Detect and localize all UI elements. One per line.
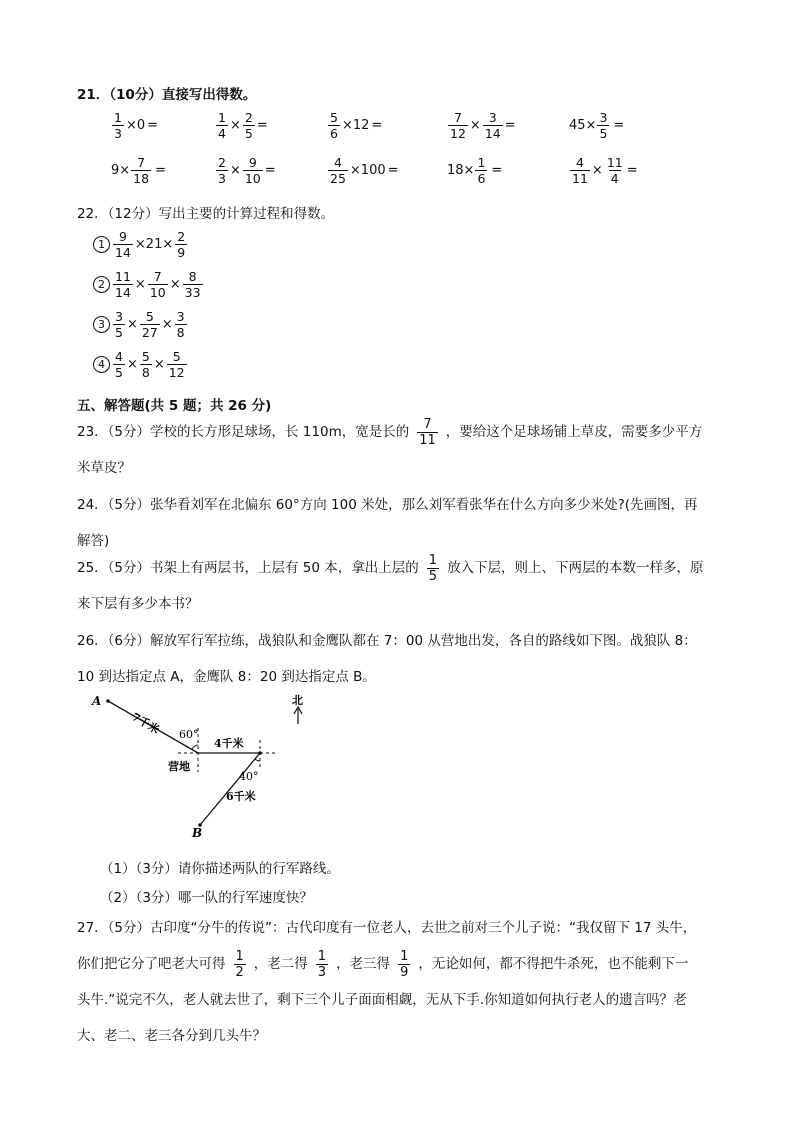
q21-expression: $\frac{4}{25}$ ×100 = (330, 155, 399, 186)
q26-text: 26．（6分）解放军行军拉练，战狼队和金鹰队都在 7：00 从营地出发，各自的路线如下图。战狼队 8： 10 到达指定点 A，金鹰队 8：20 到达指定点 B。 (77, 633, 697, 685)
q25-fraction: $\frac{1}{5}$ (428, 552, 438, 584)
q21-expression: $\frac{7}{12}$ × $\frac{3}{14}$ = (450, 110, 516, 141)
q21-expression: 18× $\frac{1}{6}$ = (447, 155, 503, 186)
q23-text: 23．（5分）学校的长方形足球场，长 110m，宽是长的 $\frac{7}{11}$ ，要给这个足球场铺上草皮，需要多少平方 米草皮？ (77, 416, 703, 476)
route-to-b-line (200, 753, 260, 825)
q21-expression: $\frac{1}{3}$ ×0 = (114, 110, 159, 141)
label-b: B (192, 826, 203, 840)
label-seg2: 4千米 (214, 737, 244, 750)
label-angle-40: 40° (239, 770, 259, 783)
q22-item: 1 $\frac{9}{14}$ ×21× $\frac{2}{9}$ (93, 229, 188, 260)
q21-expression: $\frac{1}{4}$ × $\frac{2}{5}$ = (218, 110, 268, 141)
label-camp: 营地 (168, 760, 190, 773)
q22-heading: 22．（12分）写出主要的计算过程和得数。 (77, 206, 335, 222)
q21-expression: $\frac{4}{11}$ × $\frac{11}{4}$ = (572, 155, 638, 186)
label-a: A (92, 694, 102, 708)
q26-sub2: （2）（3分）哪一队的行军速度快？ (100, 890, 313, 906)
q21-expression: $\frac{2}{3}$ × $\frac{9}{10}$ = (218, 155, 276, 186)
angle-60-arc (192, 745, 198, 749)
label-angle-60: 60° (179, 728, 199, 741)
q21-heading: 21．（10分）直接写出得数。 (77, 87, 257, 103)
q23-fraction: $\frac{7}{11}$ (419, 416, 436, 448)
q22-item: 4 $\frac{4}{5}$ × $\frac{5}{8}$ × $\frac{5}{12}$ (93, 349, 188, 380)
q22-item: 2 $\frac{11}{14}$ × $\frac{7}{10}$ × $\frac{8}{33}$ (93, 269, 204, 300)
q22-item: 3 $\frac{3}{5}$ × $\frac{5}{27}$ × $\frac{3}{8}$ (93, 309, 188, 340)
route-diagram (80, 688, 310, 843)
section-five-title: 五、解答题(共 5 题；共 26 分) (77, 398, 272, 414)
q27-text: 27．（5分）古印度“分牛的传说”：古代印度有一位老人，去世之前对三个儿子说：“我仅留下 17 头牛， 你们把它分了吧老大可得 $\frac{1}{2}$ ，老二得 $\frac{1}{3}$ ，老三得 $\frac{1}{9}$ ，无论如何，都不得把牛杀死，也不能剩下一 头牛.”说完不久，老人就去世了，剩下三个儿子面面相觑，无从下手.你知道如何执行老人的遗言吗？老 大、老二、老三各分到几头牛？ (77, 920, 697, 1044)
q26-sub1: （1）（3分）请你描述两队的行军路线。 (100, 861, 340, 877)
q21-expression: $\frac{5}{6}$ ×12 = (330, 110, 383, 141)
q25-text: 25．（5分）书架上有两层书，上层有 50 本，拿出上层的 $\frac{1}{5}$ 放入下层，则上、下两层的本数一样多，原 来下层有多少本书？ (77, 552, 704, 612)
label-north: 北 (292, 694, 303, 707)
angle-40-arc (255, 759, 260, 761)
q21-expression: 45× $\frac{3}{5}$ = (569, 110, 625, 141)
point-a-dot (106, 699, 110, 703)
label-seg3: 6千米 (226, 790, 256, 803)
q24-text: 24．（5分）张华看刘军在北偏东 60°方向 100 米处，那么刘军看张华在什么方向多少米处?(先画图，再 解答) (77, 497, 698, 549)
label-seg1: 7千米 (129, 710, 162, 737)
q21-expression: 9× $\frac{7}{18}$ = (111, 155, 166, 186)
